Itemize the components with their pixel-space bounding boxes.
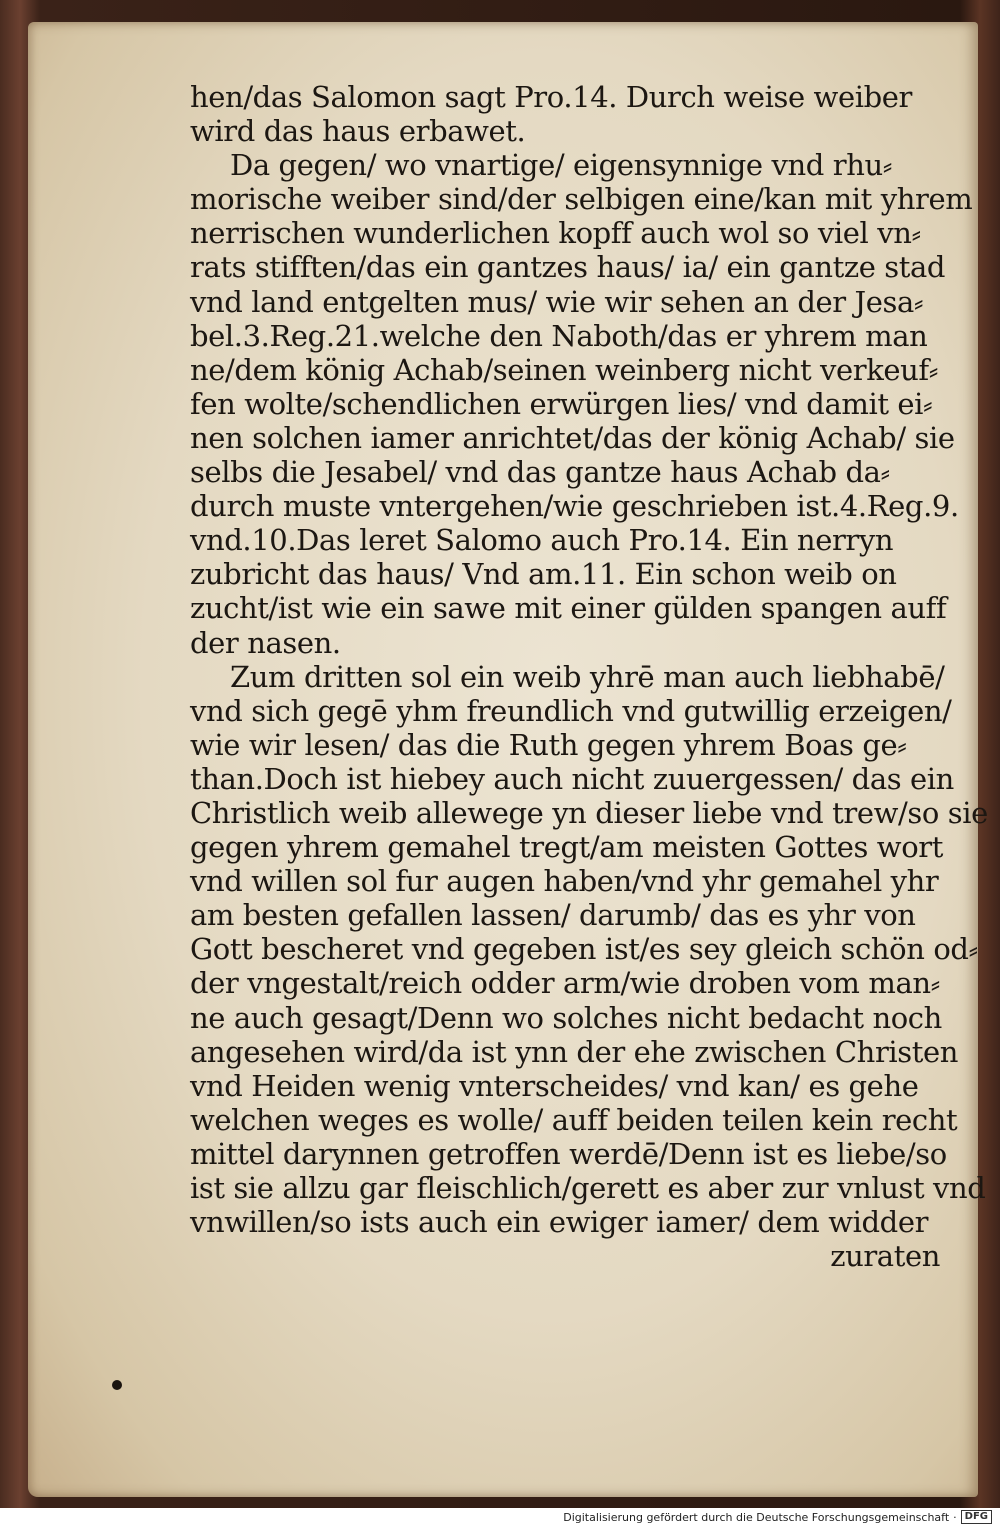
text-line: nen solchen iamer anrichtet/das der könig Achab/ sie xyxy=(190,420,955,455)
text-line: vnd land entgelten mus/ wie wir sehen an der Jesa⸗ xyxy=(190,284,924,319)
text-line: selbs die Jesabel/ vnd das gantze haus Achab da⸗ xyxy=(190,455,890,490)
text-line: wird das haus erbawet. xyxy=(190,114,526,149)
text-line: wie wir lesen/ das die Ruth gegen yhrem Boas ge⸗ xyxy=(190,727,907,762)
text-line: zucht/ist wie ein sawe mit einer gülden spangen auff xyxy=(190,591,947,626)
text-line: bel.3.Reg.21.welche den Naboth/das er yhrem man xyxy=(190,318,928,353)
text-line: mittel darynnen getroffen werdē/Denn ist es liebe/so xyxy=(190,1136,947,1171)
text-line: ne auch gesagt/Denn wo solches nicht bedacht noch xyxy=(190,1000,942,1035)
text-line: am besten gefallen lassen/ darumb/ das es yhr von xyxy=(190,898,916,933)
text-line: ne/dem könig Achab/seinen weinberg nicht verkeuf⸗ xyxy=(190,352,939,387)
text-line: vnd.10.Das leret Salomo auch Pro.14. Ein nerryn xyxy=(190,523,894,558)
text-line: der nasen. xyxy=(190,625,341,660)
text-line: vnd Heiden wenig vnterscheides/ vnd kan/ es gehe xyxy=(190,1068,919,1103)
text-line: fen wolte/schendlichen erwürgen lies/ vnd damit ei⸗ xyxy=(190,386,933,421)
text-line: hen/das Salomon sagt Pro.14. Durch weise weiber xyxy=(190,80,912,114)
text-line: durch muste vntergehen/wie geschrieben ist.4.Reg.9. xyxy=(190,489,959,524)
text-line: vnd willen sol fur augen haben/vnd yhr gemahel yhr xyxy=(190,864,939,899)
text-line: Christlich weib allewege yn dieser liebe vnd trew/so sie xyxy=(190,795,988,830)
footer-separator: · xyxy=(953,1510,957,1524)
text-line: Gott bescheret vnd gegeben ist/es sey gleich schön od⸗ xyxy=(190,932,978,967)
text-line: Zum dritten sol ein weib yhrē man auch liebhabē/ xyxy=(230,659,945,694)
text-line: than.Doch ist hiebey auch nicht zuuergessen/ das ein xyxy=(190,761,954,796)
text-line: ist sie allzu gar fleischlich/gerett es aber zur vnlust vnd xyxy=(190,1171,986,1205)
text-line: zubricht das haus/ Vnd am.11. Ein schon weib on xyxy=(190,557,897,592)
text-line: angesehen wird/da ist ynn der ehe zwischen Christen xyxy=(190,1034,959,1069)
text-line: rats stifften/das ein gantzes haus/ ia/ ein gantze stad xyxy=(190,250,946,285)
text-line: vnd sich gegē yhm freundlich vnd gutwillig erzeigen/ xyxy=(190,693,952,728)
text-line: morische weiber sind/der selbigen eine/kan mit yhrem xyxy=(190,182,973,217)
ink-dot-mark xyxy=(112,1380,122,1390)
text-line: nerrischen wunderlichen kopff auch wol so viel vn⸗ xyxy=(190,216,921,251)
text-line: gegen yhrem gemahel tregt/am meisten Gottes wort xyxy=(190,830,943,865)
footer-credit-text: Digitalisierung gefördert durch die Deutsche Forschungsgemeinschaft xyxy=(563,1510,950,1524)
text-line: welchen weges es wolle/ auff beiden teilen kein recht xyxy=(190,1102,958,1137)
dfg-logo-icon[interactable]: DFG xyxy=(961,1510,992,1524)
catchword: zuraten xyxy=(830,1239,940,1274)
text-line: Da gegen/ wo vnartige/ eigensynnige vnd rhu⸗ xyxy=(230,148,893,183)
footer-credit xyxy=(563,1510,992,1524)
text-line: der vngestalt/reich odder arm/wie droben vom man⸗ xyxy=(190,966,940,1001)
page-text-block xyxy=(190,80,988,1274)
text-line: vnwillen/so ists auch ein ewiger iamer/ dem widder xyxy=(190,1205,929,1240)
